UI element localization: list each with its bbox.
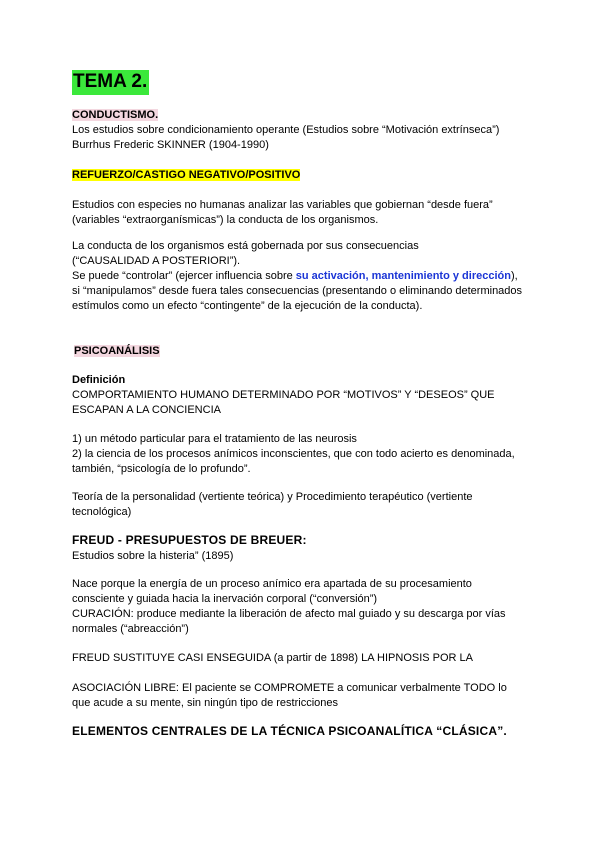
paragraph-line: La conducta de los organismos está gobernada por sus consecuencias [72,240,419,252]
paragraph-line: normales (“abreacción”) [72,623,189,635]
paragraph-line: (variables “extraorganísmicas”) la conducta de los organismos. [72,214,379,226]
paragraph-line: Estudios sobre la histeria” (1895) [72,550,234,562]
freud-paragraph-1 [72,577,542,637]
freud-paragraph-3 [72,681,542,711]
conductismo-line: Burrhus Frederic SKINNER (1904-1990) [72,139,269,151]
theory-paragraph [72,490,542,520]
page-title: TEMA 2. [72,70,149,95]
refuerzo-heading: REFUERZO/CASTIGO NEGATIVO/POSITIVO [72,169,301,181]
conductismo-section [72,108,542,153]
definicion-block [72,373,542,418]
definicion-heading: Definición [72,374,126,386]
paragraph-line: ), [510,270,518,282]
elementos-heading: ELEMENTOS CENTRALES DE LA TÉCNICA PSICOANALÍTICA “CLÁSICA”. [72,724,507,738]
refuerzo-paragraph-2 [72,239,542,314]
psicoanalisis-heading-block [74,344,544,359]
list-item: también, “psicología de lo profundo”. [72,463,251,475]
emphasis-blue-text: su activación, mantenimiento y dirección [295,270,511,282]
paragraph-line: Estudios con especies no humanas analizar las variables que gobiernan “desde fuera” [72,199,493,211]
paragraph-line: consciente y guiada hacia la inervación corporal (“conversión”) [72,593,378,605]
paragraph-line: tecnológica) [72,506,132,518]
paragraph-line: Se puede “controlar” (ejercer influencia sobre [72,270,296,282]
list-item: 1) un método particular para el tratamiento de las neurosis [72,433,357,445]
paragraph-line: CURACIÓN: produce mediante la liberación de afecto mal guiado y su descarga por vías [72,608,506,620]
paragraph-line: ESCAPAN A LA CONCIENCIA [72,404,221,416]
paragraph-line: FREUD SUSTITUYE CASI ENSEGUIDA (a partir de 1898) LA HIPNOSIS POR LA [72,652,474,664]
refuerzo-paragraph-1 [72,198,542,228]
conductismo-heading: CONDUCTISMO. [72,109,159,121]
paragraph-line: Teoría de la personalidad (vertiente teórica) y Procedimiento terapéutico (vertiente [72,491,473,503]
refuerzo-heading-block [72,168,542,183]
paragraph-line: (“CAUSALIDAD A POSTERIORI”). [72,255,241,267]
list-item: 2) la ciencia de los procesos anímicos inconscientes, que con todo acierto es denominada, [72,448,515,460]
paragraph-line: Nace porque la energía de un proceso anímico era apartada de su procesamiento [72,578,472,590]
elementos-heading-block [72,724,542,740]
psicoanalisis-heading: PSICOANÁLISIS [74,345,160,357]
paragraph-line: estímulos como un efecto “contingente” de la ejecución de la conducta). [72,300,423,312]
paragraph-line: COMPORTAMIENTO HUMANO DETERMINADO POR “MOTIVOS” Y “DESEOS” QUE [72,389,495,401]
paragraph-line: ASOCIACIÓN LIBRE: El paciente se COMPROMETE a comunicar verbalmente TODO lo [72,682,507,694]
numbered-list [72,432,542,477]
freud-section [72,533,542,564]
freud-paragraph-2 [72,651,542,666]
paragraph-line: que acude a su mente, sin ningún tipo de restricciones [72,697,338,709]
conductismo-line: Los estudios sobre condicionamiento operante (Estudios sobre “Motivación extrínseca”) [72,124,500,136]
paragraph-line: si “manipulamos” desde fuera tales consecuencias (presentando o eliminando determinados [72,285,523,297]
freud-heading: FREUD - PRESUPUESTOS DE BREUER: [72,533,307,547]
